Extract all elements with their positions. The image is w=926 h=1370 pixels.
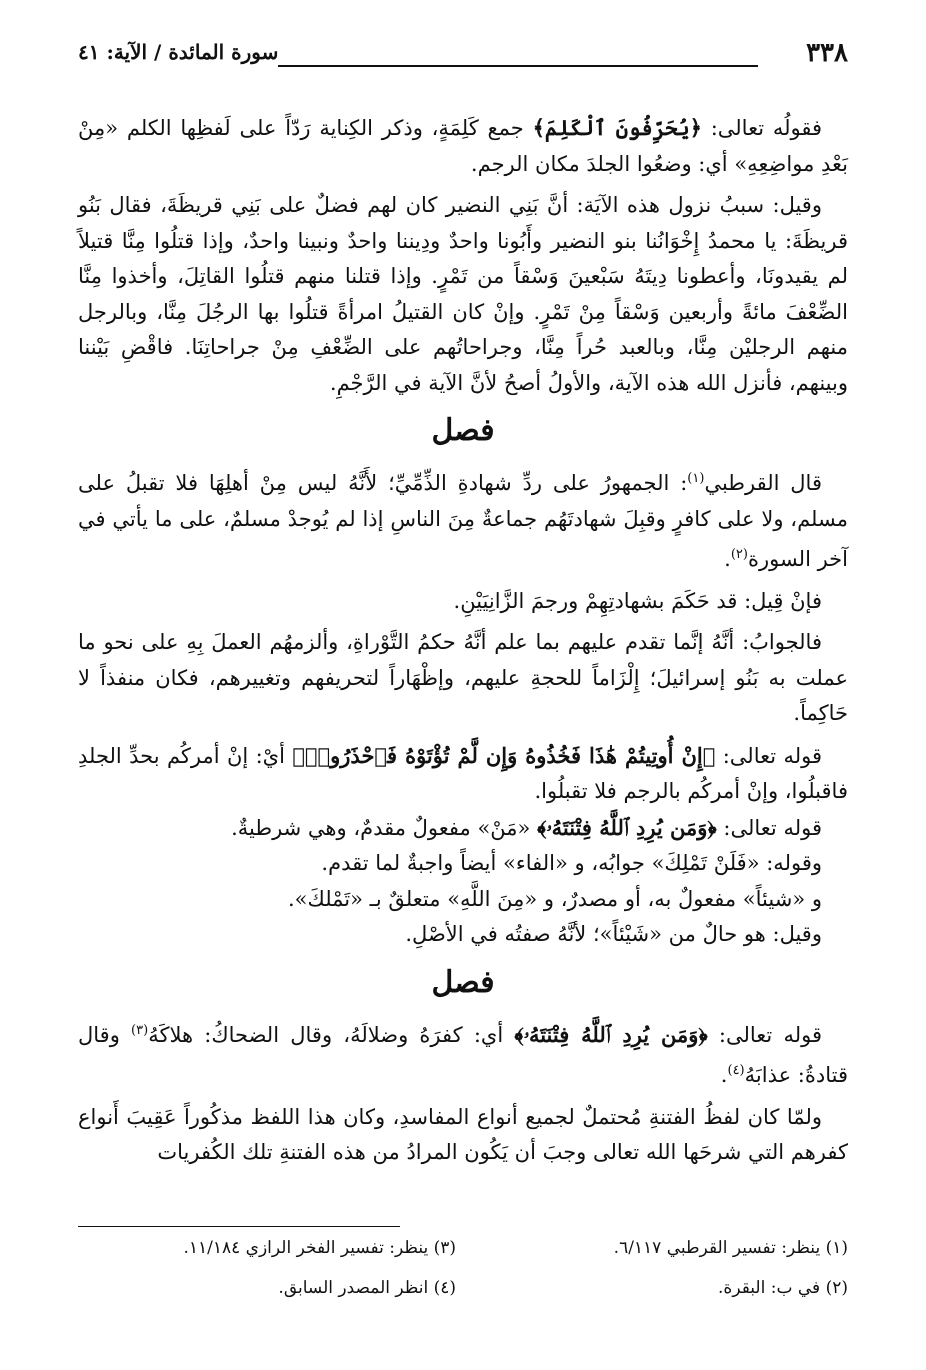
paragraph-11: [78, 1013, 848, 1094]
text-run: .: [720, 1063, 728, 1087]
page-number: ٣٣٨: [806, 38, 848, 68]
page-header: [78, 38, 848, 72]
footnote-divider: [78, 1226, 400, 1227]
footnote-ref-3: (٣): [131, 1022, 149, 1038]
paragraph-8: وقوله: «فَلَنْ تَمْلِكَ» جوابُه، و «الفاء» أيضاً واجبةٌ لما تقدم.: [321, 851, 822, 875]
paragraph-2: وقيل: سببُ نزول هذه الآيَة: أنَّ بَنِي النضير كان لهم فضلٌ على بَنِي قريظَةَ، فقال بَنُو قريظَةَ: يا محمدُ إِخْوَانُنا بنو النضير وأَبُونا واحدٌ ودِيننا واحدٌ ونبينا واحدٌ، وإذا قتلُوا مِنَّا قتيلاً لم يقيدونَا، وأعطونا دِيتَهُ سَبْعينَ وَسْقاً من تَمْرٍ. وإذا قتلنا منهم قتلُوا القاتِلَ، وأخذوا مِنَّا الضِّعْفَ مائةً وأربعين وَسْقاً مِنْ تَمْرٍ. وإنْ كان القتيلُ امرأةً قتلُوا بها الرجُلَ مِنَّا، وبالرجل منهم الرجليْن مِنَّا، وبالعبد حُراً مِنَّا، وجراحاتُهم على الضِّعْفِ مِنْ جراحاتِنَا. فاقْضِ بَيْننا وبينهم، فأنزل الله هذه الآية، والأولُ أصحُ لأنَّ الآية في الرَّجْمِ.: [78, 193, 848, 395]
text-run: جمع كَلِمَةٍ، وذكر الكِناية رَدّاً على لَفظِها الكلم «مِنْ بَعْدِ مواضِعِهِ» أي: وضعُوا الجلدَ مكان الرجم.: [78, 116, 848, 176]
footnote-1: (١) ينظر: تفسير القرطبي ٦/١١٧.: [613, 1238, 848, 1258]
paragraph-5: فالجوابُ: أنَّهُ إنَّما تقدم عليهم بما علم أنَّهُ حكمُ التَّوْراةِ، وألزمهُم العملَ بِهِ على نحو ما عملت به بَنُو إسرائيلَ؛ إِلْزَاماً للحجةِ عليهم، وإظْهَاراً لتحريفهم وتغييرهم، فكان منفذاً لا حَاكِماً.: [78, 630, 848, 725]
footnote-ref-4: (٤): [727, 1063, 745, 1078]
text-run: قال القرطبي: [704, 471, 822, 495]
text-run: أيْ: إنْ أمركُم بحدِّ الجلدِ فاقبلُوا، وإنْ أمركُم بالرجم فلا تقبلُوا.: [78, 743, 848, 803]
footnote-3: (٣) ينظر: تفسير الفخر الرازي ١١/١٨٤.: [183, 1238, 456, 1258]
surah-label: سورة المائدة / الآية: ٤١: [78, 40, 279, 64]
paragraph-6: [78, 738, 848, 810]
text-run: أي: كفرَهُ وضلالَهُ، وقال الضحاكُ: هلاكَهُ: [148, 1022, 515, 1047]
quran-verse: ﴿وَمَن يُرِدِ ٱللَّهُ فِتْنَتَهُۥ﴾: [514, 1021, 708, 1047]
footnote-ref-2: (٢): [730, 547, 748, 562]
paragraph-1: [78, 110, 848, 182]
paragraph-7: [78, 810, 848, 847]
paragraph-4: فإنْ قِيل: قد حَكَمَ بشهادتِهِمْ ورجمَ الزَّانِيَيْنِ.: [453, 588, 822, 613]
paragraph-12: ولمّا كان لفظُ الفتنةِ مُحتملٌ لجميع أنواع المفاسدِ، وكان هذا اللفظ مذكُوراً عَقِيبَ أَنواع كفرهم التي شرحَها الله تعالى وجبَ أن يَكُون المرادُ من هذه الفتنةِ تلك الكُفريات: [78, 1104, 848, 1164]
section-heading-1: فصل: [431, 413, 495, 448]
section-heading-2: فصل: [431, 964, 495, 1000]
paragraph-9: و «شيئاً» مفعولٌ به، أو مصدرٌ، و «مِنَ اللَّهِ» متعلقٌ بـ «تَمْلكَ».: [287, 886, 822, 911]
text-run: قوله تعالى:: [707, 1022, 822, 1047]
text-run: فقولُه تعالى:: [701, 116, 822, 140]
text-run: «مَنْ» مفعولٌ مقدمٌ، وهي شرطيةٌ.: [231, 815, 538, 840]
quran-verse: ﴿يُحَرِّفُونَ ٱلْكَلِمَ﴾: [532, 115, 702, 140]
page-body: [78, 110, 848, 1171]
text-run: وقال قتادةُ: عذابَهُ: [78, 1022, 848, 1087]
text-run: : الجمهورُ على ردِّ شهادةِ الذِّمِّيِّ؛ لأَنَّهُ ليس مِنْ أهلِهَا فلا تقبلُ على مسلم، ولا على كافرٍ وقبِلَ شهادتَهُم جماعةٌ مِنَ الناسِ إذا لم يُوجدْ مسلمٌ، على ما يأتي في آخر السورة: [78, 471, 848, 571]
paragraph-10: وقيل: هو حالٌ من «شَيْئاً»؛ لأنَّهُ صفتُه في الأصْلِ.: [405, 922, 822, 946]
text-run: قوله تعالى:: [716, 815, 822, 840]
paragraph-3: [78, 461, 848, 578]
quran-verse: ﴿إِنْ أُوتِيتُمْ هَٰذَا فَخُذُوهُ وَإِن لَّمْ تُؤْتَوْهُ فَٱحْذَرُوا۟﴾: [292, 742, 716, 768]
text-run: قوله تعالى:: [715, 743, 822, 768]
quran-verse: ﴿وَمَن يُرِدِ ٱللَّهُ فِتْنَتَهُۥ﴾: [537, 814, 717, 840]
footnote-2: (٢) في ب: البقرة.: [718, 1278, 848, 1298]
footnote-4: (٤) انظر المصدر السابق.: [278, 1278, 456, 1298]
text-run: .: [724, 547, 731, 571]
header-rule: [278, 65, 758, 67]
footnote-ref-1: (١): [687, 471, 705, 486]
